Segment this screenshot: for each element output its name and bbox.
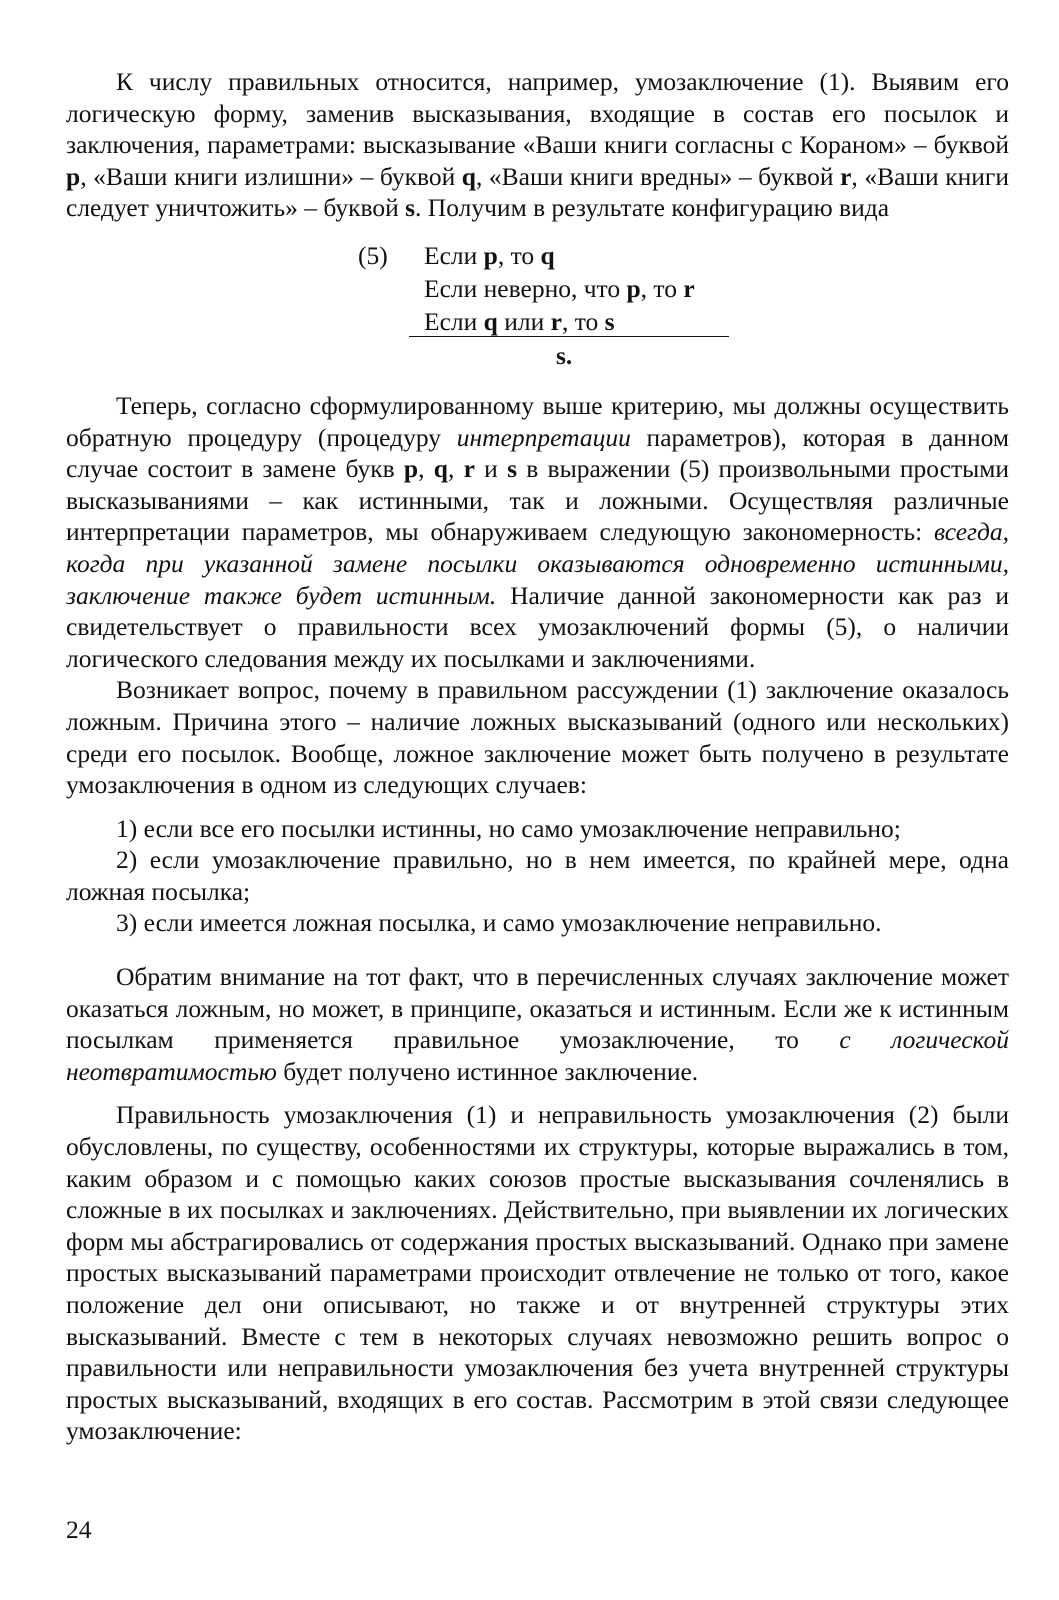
text-run: К числу правильных относится, например, умозаключение (1). Выявим его логическую форму, заменив высказывания, входящие в состав его посылок и заключения, параметрами: высказывание «Ваши книги согласны с Кораном» – буквой [66,67,1009,160]
text-run: или [497,306,551,336]
text-run: Наличие данной закономерности как раз и свидетельствует о правильности всех умозаключений формы (5), о наличии логического следования между их посылками и заключениями. [66,580,1010,673]
paragraph-4 [66,961,1009,1087]
text-run: Если [424,240,484,270]
variable-s: s [604,306,615,336]
variable-q: q [461,161,476,191]
paragraph-5: Правильность умозаключения (1) и неправильность умозаключения (2) были обусловлены, по существу, особенностями их структуры, которые выражались в том, каким образом и с помощью каких союзов простые высказывания сочленялись в сложные в их посылках и заключениях. Действительно, при выявлении их логических форм мы абстрагировались от содержания простых высказываний. Однако при замене простых высказываний параметрами происходит отвлечение не только от того, какое положение дел они описывают, но также и от внутренней структуры этих высказываний. Вместе с тем в некоторых случаях невозможно решить вопрос о правильности или неправильности умозаключения без учета внутренней структуры простых высказываний, входящих в его состав. Рассмотрим в этой связи следующее умозаключение: [66,1100,1009,1446]
text-run: , «Ваши книги излишни» – буквой [80,161,462,191]
text-run: . Получим в результате конфигурацию вида [415,193,890,223]
paragraph-3: Возникает вопрос, почему в правильном рассуждении (1) заключение оказалось ложным. Причина этого – наличие ложных высказываний (одного или нескольких) среди его посылок. Вообще, ложное заключение может быть получено в результате умозаключения в одном из следующих случаев: [66,675,1009,800]
schema-premise-1 [424,240,555,272]
variable-r: r [463,454,475,484]
text-run: Если неверно, что [424,273,627,303]
text-run: Теперь, согласно сформулированному выше критерию, мы должны осуществить обратную процедуру (процедуру [66,390,1009,452]
text-run: , то [497,240,541,270]
variable-r: r [550,306,562,336]
schema-conclusion: s. [556,340,573,370]
text-run: , «Ваши книги следует уничтожить» – буквой [66,161,1009,223]
text-run: будет получено истинное заключение. [276,1056,699,1086]
variable-q: q [433,454,448,484]
text-run: , то [561,306,605,336]
text-run: , то [640,273,684,303]
variable-p: p [403,454,419,484]
inference-schema [66,232,1009,390]
variable-q: q [540,240,555,270]
variable-r: r [840,161,852,191]
italic-statement: всегда, когда при указанной замене посылки оказываются одновременно истинными, заключение также будет истинным. [66,517,1009,610]
text-run: , «Ваши книги вредны» – буквой [475,161,841,191]
variable-p: p [483,240,498,270]
schema-premise-3 [424,306,615,338]
text-run: и [474,454,508,484]
italic-phrase: с логической неотвратимостью [66,1025,1009,1086]
text-run: , [418,454,434,484]
list-item-2: 2) если умозаключение правильно, но в нем имеется, по крайней мере, одна ложная посылка; [66,845,1009,906]
variable-p: p [66,161,81,191]
text-run: в выражении (5) произвольными простыми высказываниями – как истинными, так и ложными. Осуществляя различные интерпретации параметров, мы обнаруживаем следующую закономерность: [66,454,1010,547]
paragraph-2 [66,390,1009,674]
variable-p: p [626,273,641,303]
variable-s: s [405,193,416,223]
variable-s: s [507,454,517,484]
schema-number: (5) [358,240,388,270]
text-run: Если [424,306,484,336]
text-run: параметров), которая в данном случае состоит в замене букв [66,422,1009,484]
text-run: Обратим внимание на тот факт, что в перечисленных случаях заключение может оказаться ложным, но может, в принципе, оказаться и истинным. Если же к истинным посылкам применяется правильное умозаключение, то [66,962,1009,1055]
list-item-1: 1) если все его посылки истинны, но само умозаключение неправильно; [116,813,901,843]
list-item-3: 3) если имеется ложная посылка, и само умозаключение неправильно. [116,908,882,938]
paragraph-1 [66,66,1009,224]
variable-q: q [483,306,498,336]
text-run: , [447,454,464,484]
variable-r: r [683,273,695,303]
schema-premise-2 [424,273,695,305]
italic-term: интерпретации [456,422,631,452]
inference-line [409,336,729,337]
text-column [66,66,1009,1447]
page-number: 24 [66,1515,92,1544]
